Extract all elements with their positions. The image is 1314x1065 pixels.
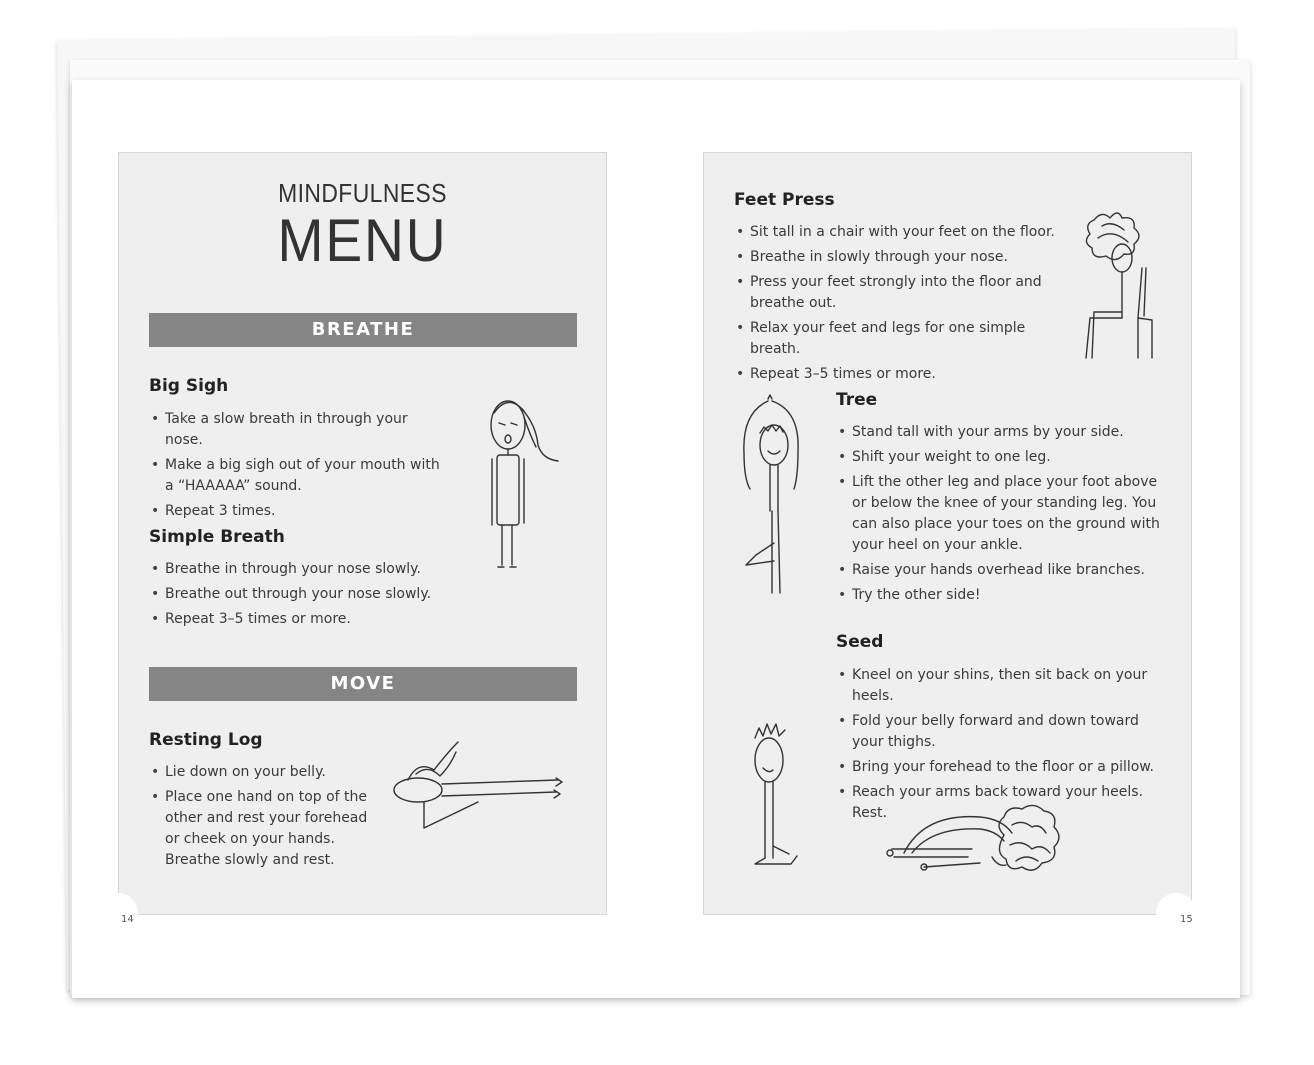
seated-figure-illustration: [1080, 208, 1165, 368]
resting-log-list: [149, 762, 379, 875]
simple-breath-heading: Simple Breath: [149, 527, 285, 547]
big-sigh-list: [149, 409, 449, 526]
list-item: • Breathe in through your nose slowly.: [149, 559, 449, 580]
list-item: • Reach your arms back toward your heels. Rest.: [836, 782, 1171, 824]
simple-breath-list: [149, 559, 449, 634]
list-item: • Raise your hands overhead like branches.: [836, 560, 1166, 581]
feet-press-heading: Feet Press: [734, 190, 835, 210]
childs-pose-illustration: [884, 805, 1064, 895]
list-item: • Kneel on your shins, then sit back on your heels.: [836, 665, 1171, 707]
seed-list: [836, 665, 1171, 828]
list-item: • Breathe out through your nose slowly.: [149, 584, 449, 605]
right-page-number: 15: [1180, 914, 1193, 925]
list-item: • Place one hand on top of the other and rest your forehead or cheek on your hands. Breathe slowly and rest.: [149, 787, 379, 871]
standing-girl-illustration: [480, 395, 570, 585]
resting-log-heading: Resting Log: [149, 730, 263, 750]
list-item: • Bring your forehead to the floor or a pillow.: [836, 757, 1171, 778]
lying-figure-illustration: [388, 740, 568, 835]
list-item: • Fold your belly forward and down toward your thighs.: [836, 711, 1171, 753]
tree-pose-illustration: [738, 393, 810, 603]
list-item: • Stand tall with your arms by your side.: [836, 422, 1166, 443]
left-page-notch: [98, 893, 138, 933]
list-item: • Repeat 3–5 times or more.: [734, 364, 1064, 385]
seed-heading: Seed: [836, 632, 884, 652]
tree-list: [836, 422, 1166, 610]
list-item: • Take a slow breath in through your nose.: [149, 409, 449, 451]
tree-heading: Tree: [836, 390, 878, 410]
list-item: • Sit tall in a chair with your feet on the floor.: [734, 222, 1064, 243]
list-item: • Lie down on your belly.: [149, 762, 379, 783]
right-page-notch: [1156, 893, 1196, 933]
kneeling-figure-illustration: [745, 718, 810, 873]
list-item: • Press your feet strongly into the floor and breathe out.: [734, 272, 1064, 314]
list-item: • Repeat 3–5 times or more.: [149, 609, 449, 630]
big-sigh-heading: Big Sigh: [149, 376, 229, 396]
list-item: • Make a big sigh out of your mouth with a “HAAAAA” sound.: [149, 455, 449, 497]
section-band-move: MOVE: [149, 667, 577, 701]
section-band-breathe: BREATHE: [149, 313, 577, 347]
list-item: • Lift the other leg and place your foot above or below the knee of your standing leg. You can also place your toes on the ground with your heel on your ankle.: [836, 472, 1166, 556]
list-item: • Repeat 3 times.: [149, 501, 449, 522]
list-item: • Breathe in slowly through your nose.: [734, 247, 1064, 268]
list-item: • Shift your weight to one leg.: [836, 447, 1166, 468]
list-item: • Try the other side!: [836, 585, 1166, 606]
menu-title-big: MENU: [277, 207, 448, 274]
list-item: • Relax your feet and legs for one simple breath.: [734, 318, 1064, 360]
left-page-number: 14: [121, 914, 134, 925]
menu-title-small: MINDFULNESS: [278, 178, 447, 208]
feet-press-list: [734, 222, 1064, 389]
